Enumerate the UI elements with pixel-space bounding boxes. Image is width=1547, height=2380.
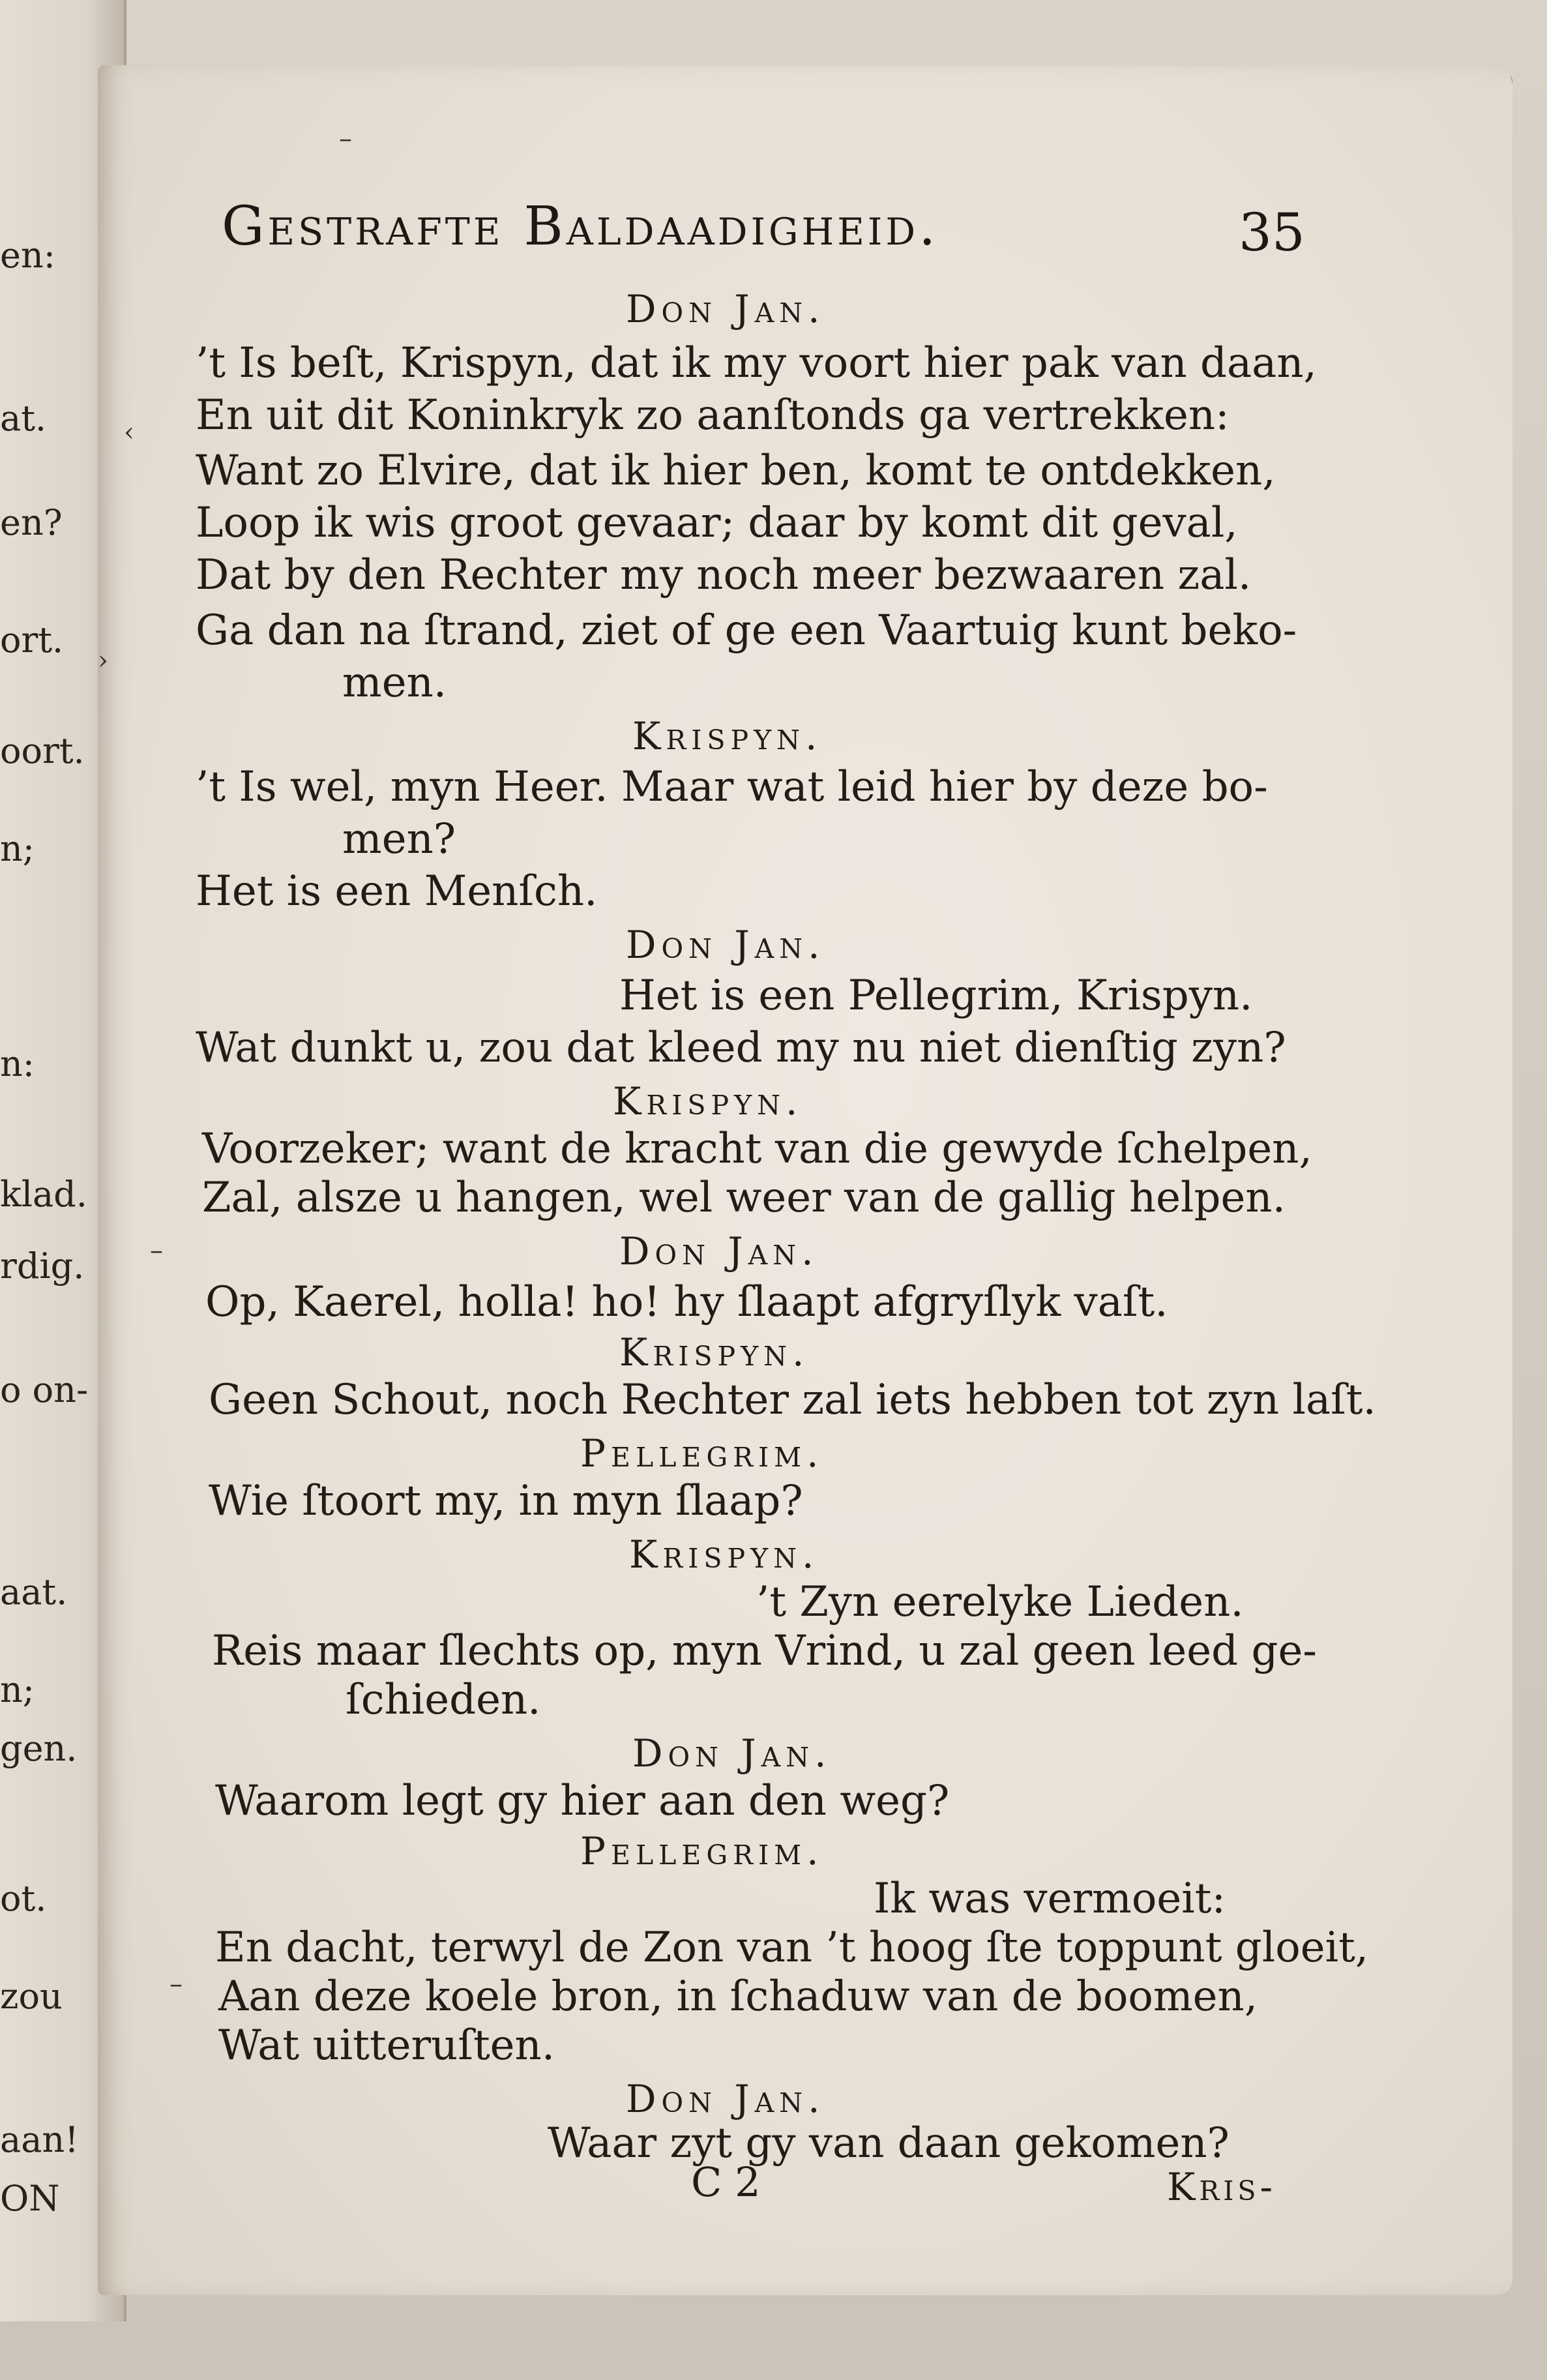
verse-line: ſchieden.: [346, 1676, 541, 1724]
left-fragment: ON: [0, 2178, 60, 2219]
speaker-name: Don Jan.: [626, 287, 825, 331]
speaker-name: Krispyn.: [632, 714, 823, 758]
verse-line: Voorzeker; want de kracht van die gewyde ſchelpen,: [202, 1125, 1312, 1173]
speaker-name: Pellegrim.: [580, 1431, 824, 1476]
verse-line: Het is een Menſch.: [196, 867, 598, 915]
dash-mark: –: [339, 124, 352, 154]
verse-line: Wat uitteruſten.: [218, 2021, 555, 2070]
left-fragment: aan!: [0, 2119, 79, 2160]
signature-mark: C 2: [691, 2158, 761, 2206]
left-fragment: oort.: [0, 730, 85, 771]
left-fragment: o on-: [0, 1369, 89, 1410]
verse-line: Want zo Elvire, dat ik hier ben, komt te ontdekken,: [196, 447, 1276, 495]
verse-line: Waar zyt gy van daan gekomen?: [548, 2119, 1230, 2167]
verse-line: Waarom legt gy hier aan den weg?: [215, 1777, 950, 1825]
verse-line: men.: [342, 659, 447, 707]
left-fragment: ort.: [0, 619, 64, 661]
verse-line: Ik was vermoeit:: [874, 1875, 1226, 1923]
speaker-name: Don Jan.: [626, 2077, 825, 2121]
speaker-name: Don Jan.: [626, 923, 825, 967]
margin-mark: –: [169, 1969, 183, 1999]
verse-line: Loop ik wis groot gevaar; daar by komt dit geval,: [196, 499, 1238, 547]
speaker-name: Don Jan.: [619, 1229, 819, 1273]
verse-line: ’t Zyn eerelyke Lieden.: [756, 1578, 1244, 1626]
left-fragment: n;: [0, 828, 35, 869]
verse-line: Aan deze koele bron, in ſchaduw van de boomen,: [218, 1972, 1258, 2021]
verse-line: En dacht, terwyl de Zon van ’t hoog ſte toppunt gloeit,: [215, 1924, 1369, 1972]
verse-line: Wat dunkt u, zou dat kleed my nu niet dienſtig zyn?: [196, 1024, 1286, 1072]
catchword: Kris-: [1167, 2165, 1277, 2209]
verse-line: Geen Schout, noch Rechter zal iets hebben tot zyn laſt.: [209, 1376, 1376, 1424]
verse-line: Reis maar ſlechts op, myn Vrind, u zal geen leed ge-: [212, 1627, 1317, 1675]
verse-line: Ga dan na ſtrand, ziet of ge een Vaartuig kunt beko-: [196, 606, 1297, 655]
verse-line: ’t Is wel, myn Heer. Maar wat leid hier by deze bo-: [196, 763, 1268, 811]
page-number: 35: [1239, 202, 1305, 263]
left-fragment: klad.: [0, 1174, 87, 1215]
speaker-name: Krispyn.: [619, 1330, 810, 1375]
margin-mark: ›: [98, 646, 108, 676]
speaker-name: Krispyn.: [613, 1079, 803, 1123]
verse-line: Op, Kaerel, holla! ho! hy ſlaapt afgryſlyk vaſt.: [205, 1278, 1168, 1326]
speaker-name: Pellegrim.: [580, 1829, 824, 1873]
verse-line: men?: [342, 815, 456, 863]
verse-line: En uit dit Koninkryk zo aanſtonds ga vertrekken:: [196, 391, 1230, 439]
left-fragment: aat.: [0, 1571, 68, 1613]
speaker-name: Don Jan.: [632, 1731, 832, 1776]
left-fragment: rdig.: [0, 1245, 85, 1287]
verse-line: Dat by den Rechter my noch meer bezwaaren zal.: [196, 551, 1252, 599]
verse-line: Wie ſtoort my, in myn ſlaap?: [209, 1477, 803, 1525]
running-head: Gestrafte Baldaadigheid.: [222, 196, 939, 258]
left-fragment: n;: [0, 1669, 35, 1710]
left-fragment: at.: [0, 398, 47, 439]
verse-line: Zal, alsze u hangen, wel weer van de gallig helpen.: [202, 1174, 1286, 1222]
left-fragment: n:: [0, 1043, 35, 1084]
left-fragment: en?: [0, 502, 63, 543]
left-fragment: ot.: [0, 1878, 47, 1919]
verse-line: Het is een Pellegrim, Krispyn.: [619, 972, 1253, 1020]
margin-mark: ‹: [124, 417, 134, 447]
left-fragment: gen.: [0, 1728, 78, 1769]
margin-mark: –: [150, 1236, 163, 1266]
verse-line: ’t Is beſt, Krispyn, dat ik my voort hier pak van daan,: [196, 339, 1317, 387]
left-fragment: zou: [0, 1976, 63, 2017]
left-fragment: en:: [0, 235, 55, 276]
speaker-name: Krispyn.: [629, 1532, 819, 1577]
